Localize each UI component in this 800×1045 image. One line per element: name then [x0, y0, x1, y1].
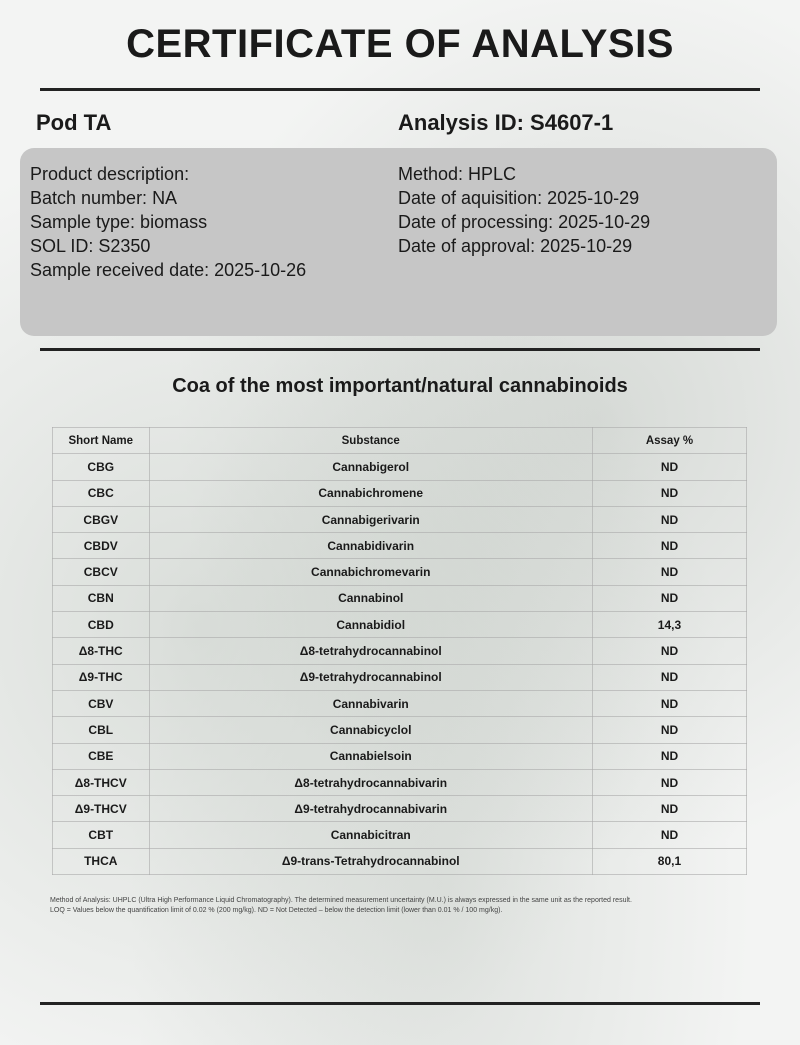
substance-cell: Cannabigerol	[149, 454, 592, 480]
table-row	[53, 559, 747, 585]
middle-divider	[40, 348, 760, 351]
assay-cell: ND	[592, 690, 746, 716]
table-row	[53, 638, 747, 664]
table-row	[53, 743, 747, 769]
sample-type: Sample type: biomass	[30, 212, 208, 232]
bottom-divider	[40, 1002, 760, 1005]
short-name-cell: CBD	[53, 612, 150, 638]
footnote-method: Method of Analysis: UHPLC (Ultra High Performance Liquid Chromatography). The determined measurement uncertainty (M.U.) is always expressed in the same unit as the reported result.	[50, 897, 632, 904]
substance-cell: Cannabicitran	[149, 822, 592, 848]
short-name-cell: THCA	[53, 848, 150, 874]
assay-cell: ND	[592, 638, 746, 664]
sample-info-right	[398, 162, 650, 258]
substance-cell: Cannabichromevarin	[149, 559, 592, 585]
sample-received-date: Sample received date: 2025-10-26	[30, 260, 307, 280]
date-of-processing: Date of processing: 2025-10-29	[398, 212, 651, 232]
table-row	[53, 769, 747, 795]
batch-number: Batch number: NA	[30, 188, 178, 208]
table-row	[53, 585, 747, 611]
substance-cell: Cannabidivarin	[149, 533, 592, 559]
table-row	[53, 717, 747, 743]
assay-cell: ND	[592, 743, 746, 769]
short-name-cell: CBN	[53, 585, 150, 611]
product-name: Pod TA	[36, 110, 112, 135]
table-row	[53, 506, 747, 532]
short-name-cell: CBL	[53, 717, 150, 743]
table-row	[53, 796, 747, 822]
substance-cell: Cannabielsoin	[149, 743, 592, 769]
table-title: Coa of the most important/natural cannabinoids	[172, 375, 628, 397]
footnote-limits: LOQ = Values below the quantification limit of 0.02 % (200 mg/kg). ND = Not Detected – below the detection limit (lower than 0.01 % / 100 mg/kg).	[50, 907, 503, 914]
assay-cell: ND	[592, 717, 746, 743]
analysis-id: Analysis ID: S4607-1	[398, 110, 614, 135]
table-header-row	[53, 428, 747, 454]
column-header-substance: Substance	[149, 428, 592, 454]
product-description: Product description:	[30, 164, 190, 184]
certificate-title: CERTIFICATE OF ANALYSIS	[126, 22, 674, 66]
substance-cell: Δ9-tetrahydrocannabivarin	[149, 796, 592, 822]
substance-cell: Cannabigerivarin	[149, 506, 592, 532]
assay-cell: ND	[592, 506, 746, 532]
table-row	[53, 848, 747, 874]
sol-id: SOL ID: S2350	[30, 236, 151, 256]
table-row	[53, 612, 747, 638]
short-name-cell: Δ9-THCV	[53, 796, 150, 822]
assay-cell: ND	[592, 822, 746, 848]
short-name-cell: CBV	[53, 690, 150, 716]
short-name-cell: Δ8-THCV	[53, 769, 150, 795]
table-row	[53, 822, 747, 848]
date-of-approval: Date of approval: 2025-10-29	[398, 236, 633, 256]
short-name-cell: CBCV	[53, 559, 150, 585]
assay-cell: ND	[592, 585, 746, 611]
short-name-cell: CBG	[53, 454, 150, 480]
short-name-cell: Δ9-THC	[53, 664, 150, 690]
substance-cell: Cannabivarin	[149, 690, 592, 716]
assay-cell: ND	[592, 559, 746, 585]
table-row	[53, 533, 747, 559]
sample-info-left	[30, 162, 306, 282]
assay-cell: ND	[592, 664, 746, 690]
assay-cell: ND	[592, 454, 746, 480]
table-row	[53, 454, 747, 480]
short-name-cell: CBT	[53, 822, 150, 848]
substance-cell: Cannabicyclol	[149, 717, 592, 743]
substance-cell: Cannabichromene	[149, 480, 592, 506]
method: Method: HPLC	[398, 164, 517, 184]
short-name-cell: CBGV	[53, 506, 150, 532]
substance-cell: Cannabinol	[149, 585, 592, 611]
assay-cell: 14,3	[592, 612, 746, 638]
substance-cell: Δ8-tetrahydrocannabinol	[149, 638, 592, 664]
date-of-acquisition: Date of aquisition: 2025-10-29	[398, 188, 640, 208]
table-row	[53, 664, 747, 690]
short-name-cell: CBDV	[53, 533, 150, 559]
table-row	[53, 480, 747, 506]
assay-cell: ND	[592, 796, 746, 822]
assay-cell: ND	[592, 533, 746, 559]
method-footnote	[50, 896, 760, 916]
table-row	[53, 690, 747, 716]
sample-info-panel	[20, 148, 777, 336]
assay-cell: ND	[592, 769, 746, 795]
assay-cell: 80,1	[592, 848, 746, 874]
short-name-cell: CBC	[53, 480, 150, 506]
substance-cell: Δ9-trans-Tetrahydrocannabinol	[149, 848, 592, 874]
top-divider	[40, 88, 760, 91]
column-header-assay: Assay %	[592, 428, 746, 454]
short-name-cell: Δ8-THC	[53, 638, 150, 664]
substance-cell: Δ9-tetrahydrocannabinol	[149, 664, 592, 690]
cannabinoid-table	[52, 427, 747, 875]
column-header-short-name: Short Name	[53, 428, 150, 454]
assay-cell: ND	[592, 480, 746, 506]
short-name-cell: CBE	[53, 743, 150, 769]
substance-cell: Δ8-tetrahydrocannabivarin	[149, 769, 592, 795]
substance-cell: Cannabidiol	[149, 612, 592, 638]
